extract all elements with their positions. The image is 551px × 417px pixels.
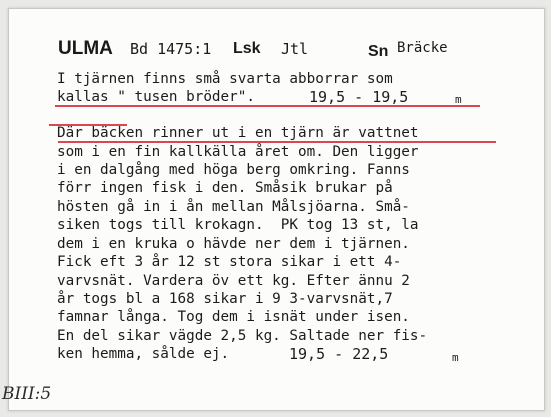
entry-1-line: I tjärnen finns små svarta abborrar som	[57, 71, 393, 87]
entry-2-line: varvsnät. Vardera öv ett kg. Efter ännu 2	[57, 273, 410, 289]
sn-label: Sn	[368, 43, 389, 60]
entry-2-line: dem i en kruka o hävde ner dem i tjärnen.	[57, 236, 410, 252]
lsk-label: Lsk	[233, 40, 261, 57]
sn-value: Bräcke	[397, 40, 448, 56]
entry-2-line: förr ingen fisk i den. Småsik brukar på	[57, 180, 393, 196]
red-underline	[55, 105, 480, 107]
entry-2-line: siken togs till krokagn. PK tog 13 st, la	[57, 217, 419, 233]
entry-2-line: Där bäcken rinner ut i en tjärn är vattnet	[57, 125, 419, 141]
bd-reference: Bd 1475:1	[130, 40, 212, 58]
entry-2-line: i en dalgång med höga berg omkring. Fanns	[57, 162, 410, 178]
entry-2-line: hösten gå in i ån mellan Målsjöarna. Små-	[57, 199, 410, 215]
entry-1-numbers: 19,5 - 19,5	[309, 88, 409, 106]
entry-2-unit: m	[452, 351, 459, 364]
entry-2-line: famnar långa. Tog dem i isnät under isen.	[57, 309, 410, 325]
entry-2-line: En del sikar vägde 2,5 kg. Saltade ner fis-	[57, 328, 428, 344]
entry-2-line: år togs bl a 168 sikar i 9 3-varvsnät,7	[57, 291, 393, 307]
entry-1-unit: m	[455, 93, 462, 106]
archive-stamp: BIII:5	[2, 384, 52, 404]
place-name: ULMA	[58, 38, 113, 59]
entry-1-line: kallas " tusen bröder".	[57, 89, 255, 105]
entry-2-line: Fick eft 3 år 12 st stora sikar i ett 4-	[57, 254, 402, 270]
entry-2-numbers: 19,5 - 22,5	[289, 345, 389, 363]
entry-2-line: ken hemma, sålde ej.	[57, 346, 230, 362]
lsk-value: Jtl	[281, 40, 309, 58]
entry-2-line: som i en fin kallkälla året om. Den ligger	[57, 144, 419, 160]
